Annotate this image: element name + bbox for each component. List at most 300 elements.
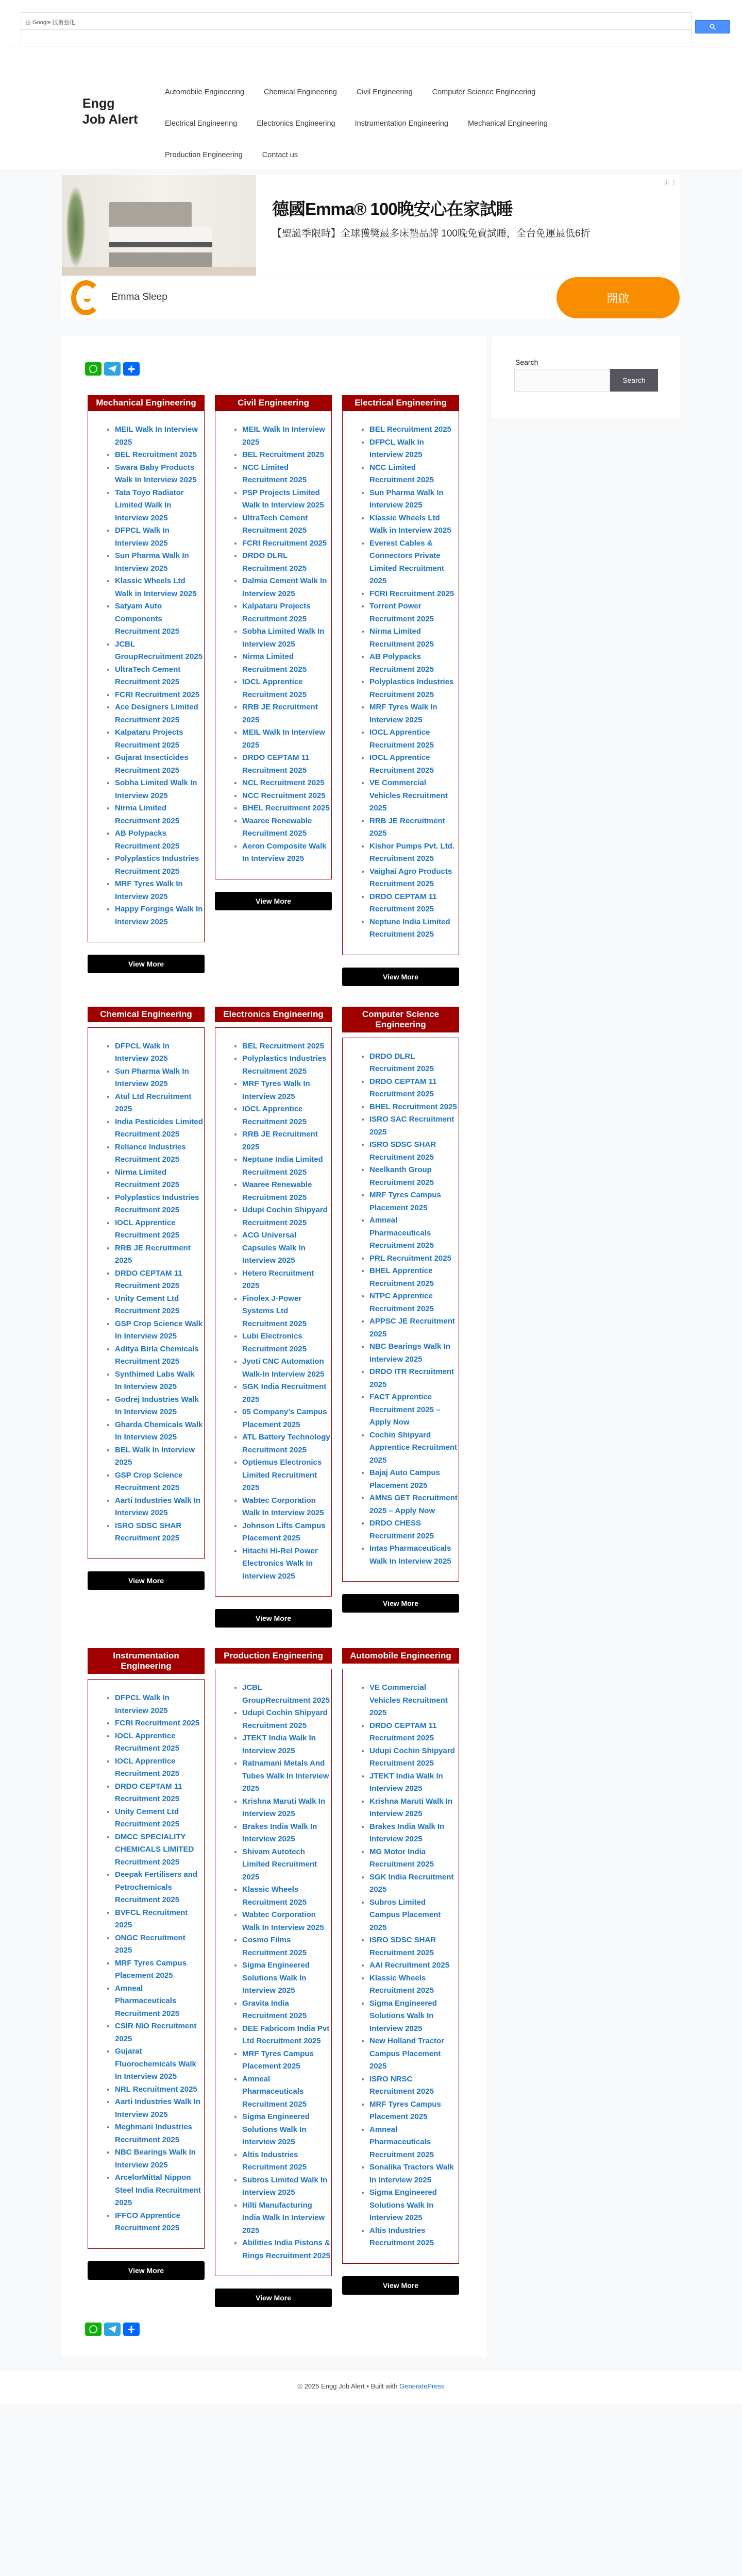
job-link[interactable]: NCC Limited Recruitment 2025 <box>242 463 307 484</box>
list-item <box>369 1113 458 1139</box>
job-link[interactable]: Sigma Engineered Solutions Walk In Interview 2025 <box>242 2112 310 2146</box>
job-link[interactable]: Swara Baby Products Walk In Interview 2025 <box>115 463 197 484</box>
job-list-box <box>342 1038 459 1582</box>
job-link[interactable]: Cosmo Films Recruitment 2025 <box>242 1936 307 1957</box>
list-item <box>242 676 330 701</box>
list-item <box>242 487 330 512</box>
job-link[interactable]: JCBL GroupRecruitment 2025 <box>242 1683 330 1705</box>
job-link[interactable]: MEIL Walk In Interview 2025 <box>242 728 325 750</box>
category-production-engineering <box>215 1648 332 2307</box>
job-link[interactable]: RRB JE Recruitment 2025 <box>115 1243 191 1265</box>
list-item <box>242 1103 330 1128</box>
category-instrumentation-engineering <box>88 1648 205 2280</box>
view-more-button[interactable]: View More <box>342 2276 459 2295</box>
list-item <box>115 638 203 664</box>
list-item <box>369 1467 458 1492</box>
list-item <box>242 575 330 600</box>
job-link[interactable]: Klassic Wheels Ltd Walk in Interview 2025 <box>115 577 197 598</box>
job-link[interactable]: Bajaj Auto Campus Placement 2025 <box>369 1468 440 1490</box>
list-item <box>369 1770 458 1795</box>
job-list-box <box>88 411 205 942</box>
list-item <box>369 1934 458 1959</box>
view-more-button[interactable]: View More <box>88 2261 205 2280</box>
job-link[interactable]: Amneal Pharmaceuticals Recruitment 2025 <box>369 2125 434 2159</box>
list-item <box>369 1290 458 1315</box>
job-link[interactable]: Happy Forgings Walk In Interview 2025 <box>115 905 203 926</box>
list-item <box>115 1982 203 2021</box>
job-list <box>215 1682 330 2262</box>
job-link[interactable]: DRDO DLRL Recruitment 2025 <box>369 1052 434 1073</box>
job-link[interactable]: DRDO CEPTAM 11 Recruitment 2025 <box>369 1721 437 1742</box>
job-link[interactable]: Amneal Pharmaceuticals Recruitment 2025 <box>242 2074 307 2109</box>
job-link[interactable]: Waaree Renewable Recruitment 2025 <box>242 1180 312 1202</box>
nav-link[interactable]: Electrical Engineering <box>165 119 238 128</box>
job-link[interactable]: Waaree Renewable Recruitment 2025 <box>242 816 312 838</box>
job-link[interactable]: DRDO CEPTAM 11 Recruitment 2025 <box>242 753 310 775</box>
job-link[interactable]: Gravita India Recruitment 2025 <box>242 1998 307 2020</box>
job-link[interactable]: MRF Tyres Campus Placement 2025 <box>115 1958 187 1980</box>
view-more-button[interactable]: View More <box>88 1571 205 1590</box>
job-link[interactable]: NBC Bearings Walk In Interview 2025 <box>369 1342 450 1364</box>
list-item <box>115 1717 203 1730</box>
category-row <box>88 395 461 986</box>
job-list-box <box>215 1669 332 2276</box>
job-link[interactable]: Klassic Wheels Ltd Walk in Interview 2025 <box>369 513 451 535</box>
job-link[interactable]: DFPCL Walk In Interview 2025 <box>115 1041 170 1063</box>
list-item <box>115 2172 203 2210</box>
job-link[interactable]: Satyam Auto Components Recruitment 2025 <box>115 602 180 636</box>
job-link[interactable]: IOCL Apprentice Recruitment 2025 <box>369 728 434 750</box>
job-link[interactable]: BEL Recruitment 2025 <box>242 1041 324 1050</box>
job-link[interactable]: Sobha Limited Walk In Interview 2025 <box>242 627 325 649</box>
job-link[interactable]: Aditya Birla Chemicals Recruitment 2025 <box>115 1344 199 1366</box>
list-item <box>242 2023 330 2048</box>
job-link[interactable]: RRB JE Recruitment 2025 <box>242 1130 318 1151</box>
list-item <box>369 588 458 601</box>
job-link[interactable]: Krishna Maruti Walk In Interview 2025 <box>242 1797 326 1818</box>
list-item <box>242 840 330 866</box>
job-link[interactable]: Amneal Pharmaceuticals Recruitment 2025 <box>369 1216 434 1250</box>
nav-link[interactable]: Computer Science Engineering <box>432 88 536 96</box>
job-link[interactable]: JCBL GroupRecruitment 2025 <box>115 639 203 661</box>
job-link[interactable]: Neptune India Limited Recruitment 2025 <box>242 1155 323 1177</box>
category-heading: Chemical Engineering <box>88 1007 205 1022</box>
list-item <box>369 2124 458 2162</box>
list-item <box>369 1720 458 1745</box>
job-link[interactable]: PSP Projects Limited Walk In Interview 2025 <box>242 488 324 510</box>
job-link[interactable]: Altis Industries Recruitment 2025 <box>369 2226 434 2247</box>
list-item <box>115 1040 203 1065</box>
job-link[interactable]: NTPC Apprentice Recruitment 2025 <box>369 1292 434 1313</box>
list-item <box>242 1846 330 1884</box>
job-link[interactable]: AB Polypacks Recruitment 2025 <box>369 652 434 674</box>
list-item <box>115 853 203 878</box>
list-item <box>242 2199 330 2238</box>
job-link[interactable]: Nirma Limited Recruitment 2025 <box>115 1167 180 1189</box>
job-link[interactable]: DRDO DLRL Recruitment 2025 <box>242 551 307 573</box>
job-link[interactable]: Aeron Composite Walk In Interview 2025 <box>242 841 327 863</box>
job-link[interactable]: Optiemus Electronics Limited Recruitment 2025 <box>242 1458 322 1492</box>
sidebar-search-input[interactable] <box>514 369 610 392</box>
list-item <box>369 1050 458 1076</box>
job-link[interactable]: ArcelorMittal Nippon Steel India Recruitment 2025 <box>115 2173 201 2207</box>
job-link[interactable]: Klassic Wheels Recruitment 2025 <box>369 1973 434 1995</box>
job-link[interactable]: Gharda Chemicals Walk In Interview 2025 <box>115 1420 203 1442</box>
ad-bedroom-image[interactable] <box>62 175 256 276</box>
list-item <box>369 701 458 726</box>
main-content <box>62 336 487 2357</box>
job-link[interactable]: Nirma Limited Recruitment 2025 <box>242 652 307 674</box>
list-item <box>369 512 458 537</box>
job-link[interactable]: Sigma Engineered Solutions Walk In Interview 2025 <box>369 2188 437 2222</box>
job-link[interactable]: ONGC Recruitment 2025 <box>115 1933 185 1955</box>
job-link[interactable]: Kishor Pumps Pvt. Ltd. Recruitment 2025 <box>369 841 455 863</box>
job-link[interactable]: MRF Tyres Campus Placement 2025 <box>369 2099 441 2121</box>
list-item <box>242 600 330 625</box>
job-link[interactable]: GSP Crop Science Walk In Interview 2025 <box>115 1319 203 1341</box>
job-link[interactable]: Synthimed Labs Walk In Interview 2025 <box>115 1369 195 1391</box>
job-link[interactable]: Tata Toyo Radiator Limited Walk In Interview 2025 <box>115 488 184 522</box>
list-item <box>369 1745 458 1770</box>
job-link[interactable]: Udupi Cochin Shipyard Recruitment 2025 <box>242 1708 328 1730</box>
job-link[interactable]: Aarti Industries Walk In Interview 2025 <box>115 1496 201 1517</box>
ad-headline[interactable]: 德國Emma® 100晚安心在家試睡 <box>272 199 513 218</box>
job-link[interactable]: DFPCL Walk In Interview 2025 <box>369 437 424 459</box>
job-link[interactable]: BEL Recruitment 2025 <box>115 450 197 459</box>
job-link[interactable]: Hetero Recruitment 2025 <box>242 1268 314 1290</box>
list-item <box>369 1972 458 1997</box>
job-link[interactable]: JTEKT India Walk In Interview 2025 <box>369 1771 443 1793</box>
job-link[interactable]: Atul Ltd Recruitment 2025 <box>115 1092 192 1113</box>
job-link[interactable]: Sobha Limited Walk In Interview 2025 <box>115 778 197 800</box>
job-link[interactable]: CSIR NIO Recruitment 2025 <box>115 2022 197 2043</box>
job-link[interactable]: Jyoti CNC Automation Walk-In Interview 2025 <box>242 1357 325 1379</box>
list-item <box>369 1821 458 1846</box>
job-link[interactable]: Amneal Pharmaceuticals Recruitment 2025 <box>115 1984 180 2018</box>
job-link[interactable]: BEL Recruitment 2025 <box>369 425 451 434</box>
job-link[interactable]: ATL Battery Technology Recruitment 2025 <box>242 1433 330 1454</box>
nav-link[interactable]: Chemical Engineering <box>263 88 337 96</box>
job-link[interactable]: Sun Pharma Walk In Interview 2025 <box>369 488 444 510</box>
list-item <box>242 2149 330 2174</box>
job-link[interactable]: Hilti Manufacturing India Walk In Interview 2025 <box>242 2200 325 2235</box>
job-link[interactable]: Gujarat Insecticides Recruitment 2025 <box>115 753 189 775</box>
job-link[interactable]: Wabtec Corporation Walk In Interview 2025 <box>242 1496 324 1517</box>
job-link[interactable]: New Holland Tractor Campus Placement 2025 <box>369 2037 445 2071</box>
job-link[interactable]: UltraTech Cement Recruitment 2025 <box>115 665 181 686</box>
job-link[interactable]: Neptune India Limited Recruitment 2025 <box>369 917 450 939</box>
list-item <box>242 2048 330 2073</box>
job-link[interactable]: DFPCL Walk In Interview 2025 <box>115 1693 170 1715</box>
job-link[interactable]: Cochin Shipyard Apprentice Recruitment 2025 <box>369 1430 458 1465</box>
job-link[interactable]: IOCL Apprentice Recruitment 2025 <box>369 753 434 775</box>
job-link[interactable]: SGK India Recruitment 2025 <box>242 1382 327 1404</box>
job-link[interactable]: PRL Recruitment 2025 <box>369 1253 451 1263</box>
job-link[interactable]: MRF Tyres Walk In Interview 2025 <box>369 703 437 724</box>
view-more-button[interactable]: View More <box>215 892 332 910</box>
list-item <box>242 1732 330 1757</box>
job-link[interactable]: Nirma Limited Recruitment 2025 <box>369 627 434 649</box>
job-link[interactable]: Dalmia Cement Walk In Interview 2025 <box>242 577 327 598</box>
job-link[interactable]: NCL Recruitment 2025 <box>242 778 325 787</box>
job-link[interactable]: BVFCL Recruitment 2025 <box>115 1908 188 1929</box>
list-item <box>369 1265 458 1290</box>
category-electronics-engineering <box>215 1007 332 1628</box>
job-link[interactable]: Udupi Cochin Shipyard Recruitment 2025 <box>242 1206 328 1227</box>
job-link[interactable]: Torrent Power Recruitment 2025 <box>369 602 434 623</box>
job-link[interactable]: AB Polypacks Recruitment 2025 <box>115 829 180 851</box>
job-link[interactable]: RRB JE Recruitment 2025 <box>369 816 445 838</box>
telegram-icon[interactable] <box>104 2323 121 2336</box>
job-list <box>88 1040 203 1545</box>
job-link[interactable]: FCRI Recruitment 2025 <box>242 538 327 548</box>
telegram-icon[interactable] <box>104 362 121 376</box>
whatsapp-icon[interactable] <box>85 362 102 376</box>
job-link[interactable]: MRF Tyres Walk In Interview 2025 <box>115 879 183 901</box>
list-item <box>115 575 203 600</box>
job-link[interactable]: Kalpataru Projects Recruitment 2025 <box>242 602 311 623</box>
site-header <box>0 0 742 169</box>
job-link[interactable]: Wabtec Corporation Walk In Interview 2025 <box>242 1910 324 1932</box>
list-item <box>369 2073 458 2098</box>
job-link[interactable]: Reliance Industries Recruitment 2025 <box>115 1142 186 1164</box>
view-more-button[interactable]: View More <box>215 2289 332 2307</box>
job-link[interactable]: IOCL Apprentice Recruitment 2025 <box>115 1218 180 1240</box>
job-link[interactable]: Johnson Lifts Campus Placement 2025 <box>242 1521 326 1543</box>
job-link[interactable]: Unity Cement Ltd Recruitment 2025 <box>115 1294 180 1315</box>
nav-link[interactable]: Instrumentation Engineering <box>355 119 448 128</box>
nav-link[interactable]: Contact us <box>262 150 298 159</box>
job-link[interactable]: FCRI Recruitment 2025 <box>115 690 200 699</box>
nav-link[interactable]: Production Engineering <box>165 150 243 159</box>
job-link[interactable]: IOCL Apprentice Recruitment 2025 <box>115 1731 180 1753</box>
job-link[interactable]: JTEKT India Walk In Interview 2025 <box>242 1734 316 1755</box>
list-item <box>115 2146 203 2172</box>
sidebar-search-widget <box>492 336 680 418</box>
job-link[interactable]: Ace Designers Limited Recruitment 2025 <box>115 703 198 724</box>
job-link[interactable]: SGK India Recruitment 2025 <box>369 1872 454 1894</box>
list-item <box>242 1909 330 1934</box>
job-link[interactable]: Abilities India Pistons & Rings Recruitment 2025 <box>242 2239 330 2260</box>
job-link[interactable]: MG Motor India Recruitment 2025 <box>369 1847 434 1869</box>
job-link[interactable]: FACT Apprentice Recruitment 2025 – Apply Now <box>369 1393 441 1427</box>
nav-link[interactable]: Civil Engineering <box>356 88 413 96</box>
job-link[interactable]: Polyplastics Industries Recruitment 2025 <box>369 677 454 699</box>
job-link[interactable]: NCC Recruitment 2025 <box>242 791 326 800</box>
category-heading: Electrical Engineering <box>342 395 459 411</box>
view-more-button[interactable]: View More <box>215 1609 332 1628</box>
view-more-button[interactable]: View More <box>342 968 459 986</box>
job-link[interactable]: Unity Cement Ltd Recruitment 2025 <box>115 1807 180 1828</box>
job-link[interactable]: Gujarat Fluorochemicals Walk In Interview 2025 <box>115 2047 196 2081</box>
job-link[interactable]: FCRI Recruitment 2025 <box>369 589 454 598</box>
job-link[interactable]: MRF Tyres Campus Placement 2025 <box>242 2049 314 2071</box>
job-link[interactable]: ISRO SDSC SHAR Recruitment 2025 <box>369 1936 436 1957</box>
list-item <box>242 2174 330 2199</box>
job-link[interactable]: India Pesticides Limited Recruitment 2025 <box>115 1117 203 1139</box>
whatsapp-icon[interactable] <box>85 2323 102 2336</box>
list-item <box>242 1293 330 1331</box>
list-item <box>242 1707 330 1732</box>
job-link[interactable]: ISRO SAC Recruitment 2025 <box>369 1115 454 1137</box>
job-link[interactable]: APPSC JE Recruitment 2025 <box>369 1317 455 1338</box>
list-item <box>369 2187 458 2225</box>
job-link[interactable]: VE Commercial Vehicles Recruitment 2025 <box>369 778 448 812</box>
job-link[interactable]: Deepak Fertilisers and Petrochemicals Recruitment 2025 <box>115 1870 198 1904</box>
job-link[interactable]: Nirma Limited Recruitment 2025 <box>115 804 180 825</box>
job-link[interactable]: BHEL Recruitment 2025 <box>369 1102 457 1111</box>
nav-link[interactable]: Mechanical Engineering <box>467 119 548 128</box>
job-link[interactable]: NBC Bearings Walk In Interview 2025 <box>115 2148 196 2170</box>
job-link[interactable]: Altis Industries Recruitment 2025 <box>242 2150 307 2172</box>
job-link[interactable]: DRDO CHESS Recruitment 2025 <box>369 1519 434 1540</box>
list-item <box>115 1267 203 1293</box>
job-link[interactable]: Godrej Industries Walk In Interview 2025 <box>115 1395 199 1416</box>
job-list <box>343 423 458 941</box>
job-link[interactable]: Aarti Industries Walk In Interview 2025 <box>115 2097 201 2119</box>
job-link[interactable]: MEIL Walk In Interview 2025 <box>115 425 198 447</box>
list-item <box>242 1757 330 1795</box>
job-link[interactable]: Meghmani Industries Recruitment 2025 <box>115 2123 193 2144</box>
category-electrical-engineering <box>342 395 459 986</box>
job-link[interactable]: ACG Universal Capsules Walk In Interview 2025 <box>242 1231 306 1265</box>
job-link[interactable]: ISRO SDSC SHAR Recruitment 2025 <box>115 1521 182 1543</box>
job-link[interactable]: Lubi Electronics Recruitment 2025 <box>242 1332 307 1353</box>
job-link[interactable]: NCC Limited Recruitment 2025 <box>369 463 434 484</box>
list-item <box>115 1192 203 1217</box>
job-link[interactable]: Sigma Engineered Solutions Walk In Interview 2025 <box>369 1998 437 2033</box>
list-item <box>369 1315 458 1341</box>
job-link[interactable]: Neelkanth Group Recruitment 2025 <box>369 1165 434 1187</box>
job-link[interactable]: Sonalika Tractors Walk In Interview 2025 <box>369 2163 454 2184</box>
job-link[interactable]: Krishna Maruti Walk In Interview 2025 <box>369 1797 453 1818</box>
category-heading: Production Engineering <box>215 1648 332 1664</box>
site-title[interactable]: Engg Job Alert <box>82 96 138 127</box>
job-link[interactable]: ISRO NRSC Recruitment 2025 <box>369 2074 434 2096</box>
job-link[interactable]: Brakes India Walk In Interview 2025 <box>369 1822 445 1843</box>
job-link[interactable]: Subros Limited Campus Placement 2025 <box>369 1897 441 1932</box>
list-item <box>115 1242 203 1267</box>
list-item <box>369 2225 458 2250</box>
view-more-button[interactable]: View More <box>342 1594 459 1613</box>
job-link[interactable]: MEIL Walk In Interview 2025 <box>242 425 325 447</box>
job-link[interactable]: AAI Recruitment 2025 <box>369 1961 450 1970</box>
list-item <box>242 512 330 537</box>
job-link[interactable]: IOCL Apprentice Recruitment 2025 <box>242 677 307 699</box>
list-item <box>115 1755 203 1781</box>
job-link[interactable]: DFPCL Walk In Interview 2025 <box>115 526 170 548</box>
job-link[interactable]: BEL Walk In Interview 2025 <box>115 1445 195 1467</box>
search-icon <box>710 24 716 30</box>
job-link[interactable]: IOCL Apprentice Recruitment 2025 <box>242 1105 307 1126</box>
job-link[interactable]: ISRO SDSC SHAR Recruitment 2025 <box>369 1140 436 1162</box>
job-link[interactable]: DRDO CEPTAM 11 Recruitment 2025 <box>369 892 437 913</box>
sidebar-search-button[interactable]: Search <box>610 369 658 392</box>
job-link[interactable]: IOCL Apprentice Recruitment 2025 <box>115 1756 180 1778</box>
job-link[interactable]: Polyplastics Industries Recruitment 2025 <box>115 1193 199 1214</box>
ad-open-button[interactable]: 開啟 <box>556 277 680 318</box>
list-item <box>369 840 458 866</box>
job-link[interactable]: Hitachi Hi-Rel Power Electronics Walk In Interview 2025 <box>242 1546 318 1581</box>
job-link[interactable]: BEL Recruitment 2025 <box>242 450 324 459</box>
job-link[interactable]: Sigma Engineered Solutions Walk In Interview 2025 <box>242 1961 310 1995</box>
job-link[interactable]: IFFCO Apprentice Recruitment 2025 <box>115 2211 180 2232</box>
job-link[interactable]: Vaighai Agro Products Recruitment 2025 <box>369 867 452 888</box>
job-link[interactable]: Brakes India Walk In Interview 2025 <box>242 1822 317 1843</box>
list-item <box>242 1456 330 1495</box>
job-link[interactable]: Intas Pharmaceuticals Walk In Interview 2025 <box>369 1544 451 1566</box>
job-link[interactable]: BHEL Recruitment 2025 <box>242 804 330 812</box>
job-link[interactable]: Subros Limited Walk In Interview 2025 <box>242 2175 328 2197</box>
job-link[interactable]: DRDO CEPTAM 11 Recruitment 2025 <box>115 1782 182 1803</box>
list-item <box>369 1959 458 1972</box>
list-item <box>242 1934 330 1959</box>
job-link[interactable]: 05 Company’s Campus Placement 2025 <box>242 1408 327 1429</box>
list-item <box>115 1444 203 1469</box>
job-link[interactable]: FCRI Recruitment 2025 <box>115 1719 200 1727</box>
list-item <box>242 1381 330 1406</box>
google-search-button[interactable] <box>695 20 730 33</box>
list-item <box>369 1252 458 1265</box>
job-link[interactable]: DEE Fabricom India Pvt Ltd Recruitment 2025 <box>242 2024 330 2045</box>
job-link[interactable]: DMCC SPECIALITY CHEMICALS LIMITED Recruitment 2025 <box>115 1832 194 1867</box>
job-link[interactable]: Udupi Cochin Shipyard Recruitment 2025 <box>369 1746 455 1768</box>
list-item <box>242 2073 330 2111</box>
job-link[interactable]: Klassic Wheels Recruitment 2025 <box>242 1885 307 1907</box>
list-item <box>242 726 330 752</box>
job-link[interactable]: Sun Pharma Walk In Interview 2025 <box>115 1066 189 1088</box>
plus-share-icon[interactable]: + <box>123 2323 140 2336</box>
job-link[interactable]: Finolex J-Power Systems Ltd Recruitment 2025 <box>242 1294 307 1328</box>
list-item <box>115 2210 203 2235</box>
list-item <box>369 436 458 462</box>
job-link[interactable]: BHEL Apprentice Recruitment 2025 <box>369 1266 434 1288</box>
list-item <box>115 423 203 449</box>
job-link[interactable]: NRL Recruitment 2025 <box>115 2084 197 2094</box>
job-link[interactable]: MRF Tyres Walk In Interview 2025 <box>242 1079 310 1101</box>
job-link[interactable]: Polyplastics Industries Recruitment 2025 <box>115 854 199 876</box>
job-link[interactable]: GSP Crop Science Recruitment 2025 <box>115 1470 183 1492</box>
ad-info-icon[interactable]: ⓘ ⋮ <box>663 180 677 186</box>
list-item <box>242 1821 330 1846</box>
advertisement-banner[interactable] <box>62 175 680 319</box>
nav-link[interactable]: Automobile Engineering <box>165 88 244 96</box>
job-link[interactable]: Polyplastics Industries Recruitment 2025 <box>242 1054 327 1076</box>
job-link[interactable]: Kalpataru Projects Recruitment 2025 <box>115 728 183 750</box>
list-item <box>242 1545 330 1583</box>
nav-link[interactable]: Electronics Engineering <box>257 119 335 128</box>
job-link[interactable]: MRF Tyres Campus Placement 2025 <box>369 1191 441 1212</box>
job-link[interactable]: DRDO ITR Recruitment 2025 <box>369 1367 454 1389</box>
job-link[interactable]: RRB JE Recruitment 2025 <box>242 703 318 724</box>
job-link[interactable]: Ratnamani Metals And Tubes Walk In Interview 2025 <box>242 1759 329 1793</box>
job-link[interactable]: AMNS GET Recruitment 2025 – Apply Now <box>369 1494 458 1515</box>
job-link[interactable]: Everest Cables & Connectors Private Limited Recruitment 2025 <box>369 538 445 585</box>
generatepress-link[interactable]: GeneratePress <box>399 2382 445 2390</box>
plus-share-icon[interactable]: + <box>123 362 140 376</box>
list-item <box>242 423 330 449</box>
job-link[interactable]: VE Commercial Vehicles Recruitment 2025 <box>369 1683 448 1717</box>
job-link[interactable]: UltraTech Cement Recruitment 2025 <box>242 513 308 535</box>
job-link[interactable]: Shivam Autotech Limited Recruitment 2025 <box>242 1847 317 1882</box>
job-link[interactable]: Sun Pharma Walk In Interview 2025 <box>115 551 189 573</box>
view-more-button[interactable]: View More <box>88 955 205 973</box>
job-link[interactable]: DRDO CEPTAM 11 Recruitment 2025 <box>115 1268 182 1290</box>
list-item <box>242 1355 330 1381</box>
job-list-box <box>88 1027 205 1559</box>
job-link[interactable]: DRDO CEPTAM 11 Recruitment 2025 <box>369 1077 437 1098</box>
google-search-input[interactable]: 由 Google 技術強化 <box>21 12 692 30</box>
